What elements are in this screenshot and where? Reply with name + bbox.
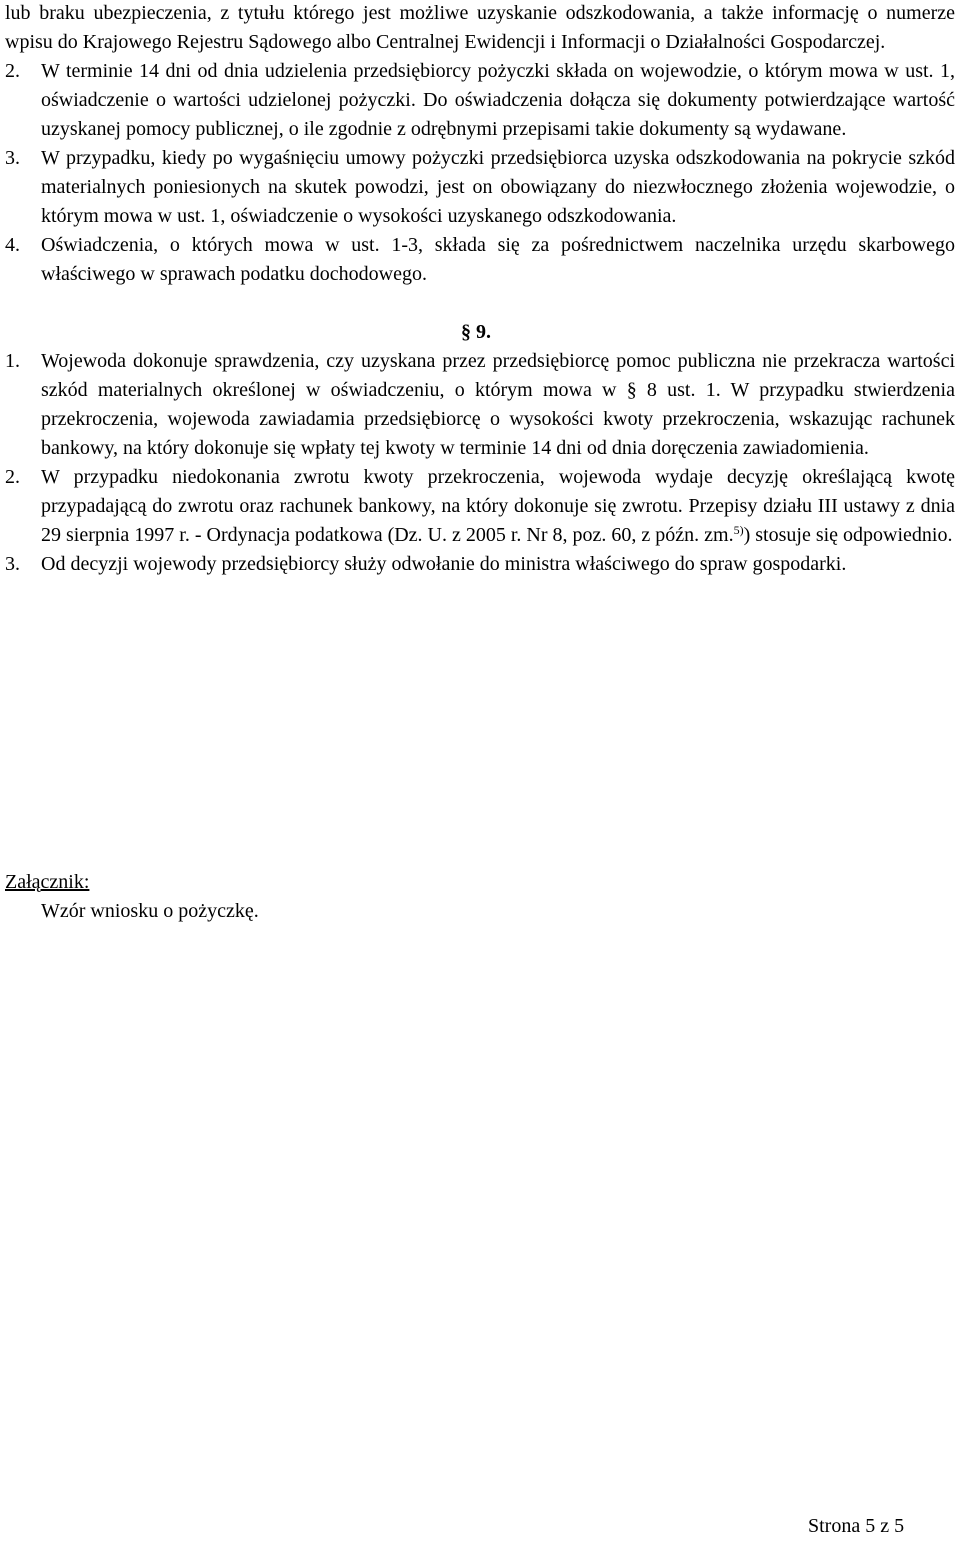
item-number: 2. bbox=[5, 60, 20, 82]
item-text: W przypadku niedokonania zwrotu kwoty przekroczenia, wojewoda wydaje decyzję określającą kwotę przypadającą do zwrotu oraz rachunek bankowy, na który dokonuje się zwrotu. Przepisy działu III ustawy z dnia 29 sierpnia 1997 r. - Ordynacja podatkowa (Dz. U. z 2005 r. Nr 8, poz. 60, z późn. zm.$^{5)}$) stosuje się odpowiednio. bbox=[41, 466, 955, 546]
item-text: W przypadku, kiedy po wygaśnięciu umowy pożyczki przedsiębiorca uzyska odszkodowania na pokrycie szkód materialnych poniesionych na skutek powodzi, jest on obowiązany do niezwłocznego złożenia wojewodzie, o którym mowa w ust. 1, oświadczenie o wysokości uzyskanego odszkodowania. bbox=[41, 147, 955, 227]
item-number: 4. bbox=[5, 234, 20, 256]
item-text: Od decyzji wojewody przedsiębiorcy służy odwołanie do ministra właściwego do spraw gospodarki. bbox=[41, 553, 847, 575]
item-text: Wojewoda dokonuje sprawdzenia, czy uzyskana przez przedsiębiorcę pomoc publiczna nie przekracza wartości szkód materialnych określonej w oświadczeniu, o którym mowa w § 8 ust. 1. W przypadku stwierdzenia przekroczenia, wojewoda zawiadamia przedsiębiorcę o wysokości kwoty przekroczenia, wskazując rachunek bankowy, na który dokonuje się wpłaty tej kwoty w terminie 14 dni od dnia doręczenia zawiadomienia. bbox=[41, 350, 955, 459]
intro-paragraph: lub braku ubezpieczenia, z tytułu którego jest możliwe uzyskanie odszkodowania, a także informację o numerze wpisu do Krajowego Rejestru Sądowego albo Centralnej Ewidencji i Informacji o Działalności Gospodarczej. bbox=[5, 2, 955, 53]
item-number: 1. bbox=[5, 350, 20, 372]
footnote-marker: 5) bbox=[733, 523, 744, 537]
item-number: 2. bbox=[5, 466, 20, 488]
section-symbol: § bbox=[461, 321, 471, 343]
item-number: 3. bbox=[5, 147, 20, 169]
attachment-item: Wzór wniosku o pożyczkę. bbox=[41, 900, 259, 922]
attachment-label: Załącznik: bbox=[5, 871, 90, 893]
section-number: 9. bbox=[476, 321, 491, 343]
page-number: Strona 5 z 5 bbox=[808, 1515, 905, 1537]
section-heading bbox=[0, 318, 960, 347]
item-text: Oświadczenia, o których mowa w ust. 1-3, składa się za pośrednictwem naczelnika urzędu skarbowego właściwego w sprawach podatku dochodowego. bbox=[41, 234, 955, 285]
item-text: W terminie 14 dni od dnia udzielenia przedsiębiorcy pożyczki składa on wojewodzie, o którym mowa w ust. 1, oświadczenie o wartości udzielonej pożyczki. Do oświadczenia dołącza się dokumenty potwierdzające wartość uzyskanej pomocy publicznej, o ile zgodnie z odrębnymi przepisami takie dokumenty są wydawane. bbox=[41, 60, 955, 140]
item-number: 3. bbox=[5, 553, 20, 575]
